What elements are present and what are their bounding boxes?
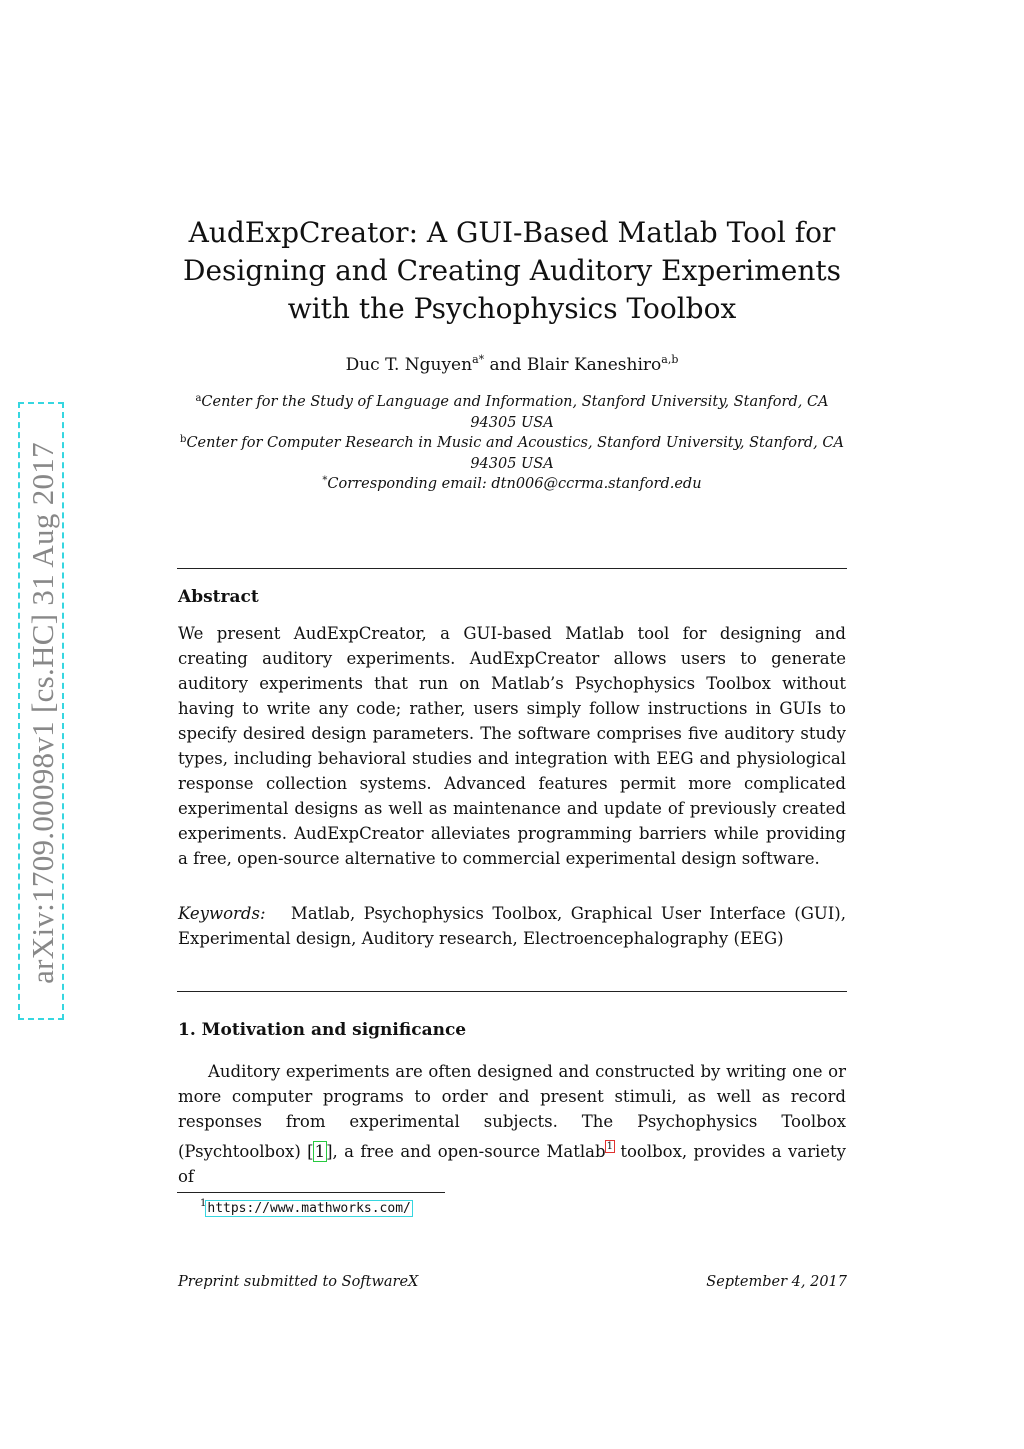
paragraph-text: toolbox, provides a variety of <box>178 1142 847 1186</box>
author-name: Duc T. Nguyen <box>345 355 473 375</box>
keywords <box>178 901 846 951</box>
footnote <box>200 1198 412 1216</box>
affiliation-a <box>176 389 848 433</box>
abstract-heading: Abstract <box>178 587 259 607</box>
author-affil-mark: a,b <box>661 353 679 366</box>
footnote-rule <box>177 1192 445 1193</box>
affiliation-text: Center for Computer Research in Music and Acoustics, Stanford University, Stanford, CA 94305 USA <box>186 435 844 472</box>
keywords-text: Matlab, Psychophysics Toolbox, Graphical User Interface (GUI), Experimental design, Auditory research, Electroencephalography (EEG) <box>178 904 846 948</box>
citation-link[interactable]: 1 <box>314 1142 326 1161</box>
paragraph-text: ], a free and open-source Matlab <box>326 1142 606 1161</box>
author-name: Blair Kaneshiro <box>526 355 662 375</box>
affiliation-mark: a <box>195 393 202 404</box>
section-paragraph <box>178 1059 846 1189</box>
abstract-bottom-rule <box>177 991 847 992</box>
arxiv-stamp-box <box>18 402 64 1020</box>
author-affil-mark: a* <box>472 353 485 366</box>
section-heading: 1. Motivation and significance <box>178 1020 467 1040</box>
affiliation-text: Center for the Study of Language and Information, Stanford University, Stanford, CA 94305 USA <box>201 394 829 431</box>
abstract-top-rule <box>177 568 847 569</box>
keywords-label: Keywords: <box>178 904 266 923</box>
footer-date: September 4, 2017 <box>706 1274 847 1290</box>
paragraph-text: Auditory experiments are often designed and constructed by writing one or more computer programs to order and present stimuli, as well as record responses from experimental subjects. The Psychophysics Toolbox (Psychtoolbox) [ <box>178 1062 846 1161</box>
footnote-mark: 1 <box>200 1198 207 1209</box>
affiliation-mark: b <box>180 434 187 445</box>
footer-left: Preprint submitted to SoftwareX <box>178 1274 419 1290</box>
affiliation-b <box>176 430 848 474</box>
author-joiner: and <box>484 355 527 375</box>
footnote-link[interactable]: 1 <box>606 1141 613 1152</box>
paper-title: AudExpCreator: A GUI-Based Matlab Tool for Designing and Creating Auditory Experiments with the Psychophysics Toolbox <box>183 216 841 325</box>
affiliation-mark: * <box>322 475 328 486</box>
abstract-text: We present AudExpCreator, a GUI-based Matlab tool for designing and creating auditory experiments. AudExpCreator allows users to generate auditory experiments that run on Matlab’s Psychophysics Toolbox without having to write any code; rather, users simply follow instructions in GUIs to specify desired design parameters. The software comprises five auditory study types, including behavioral studies and integration with EEG and physiological response collection systems. Advanced features permit more complicated experimental designs as well as maintenance and update of previously created experiments. AudExpCreator alleviates programming barriers while providing a free, open-source alternative to commercial experimental design software. <box>178 624 846 868</box>
footnote-url-link[interactable]: https://www.mathworks.com/ <box>207 1201 411 1216</box>
corresponding-email <box>176 471 848 495</box>
author-line <box>160 353 864 375</box>
arxiv-identifier[interactable]: arXiv:1709.00098v1 [cs.HC] 31 Aug 2017 <box>25 442 60 984</box>
affiliation-text: Corresponding email: dtn006@ccrma.stanford.edu <box>327 476 702 492</box>
